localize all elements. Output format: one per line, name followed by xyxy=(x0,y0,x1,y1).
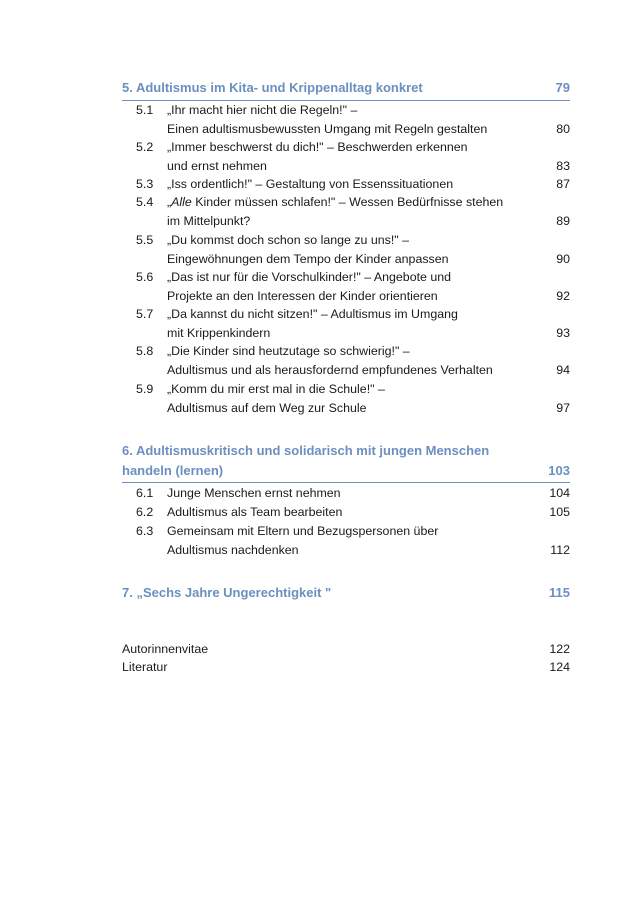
toc-entry-5-3[interactable] xyxy=(122,175,570,194)
section-number: 5.9 xyxy=(136,382,154,396)
section-number: 5.1 xyxy=(136,103,154,117)
section-page: 93 xyxy=(556,325,570,340)
section-title-line1: „Immer beschwerst du dich!" – Beschwerden erkennen xyxy=(167,140,468,154)
toc-entry-6-2[interactable] xyxy=(122,503,570,522)
section-page: 104 xyxy=(549,486,570,500)
section-page: 112 xyxy=(550,542,570,557)
section-page: 105 xyxy=(549,505,570,519)
section-title-line2: Projekte an den Interessen der Kinder orientieren xyxy=(167,288,438,303)
toc-entry-5-6[interactable] xyxy=(122,268,570,305)
section-title-line1: „Alle Kinder müssen schlafen!" – Wessen Bedürfnisse stehen xyxy=(167,195,504,209)
section-number: 6.1 xyxy=(136,486,154,500)
section-number: 6.2 xyxy=(136,505,154,519)
toc-entry-bibliography[interactable] xyxy=(122,658,570,676)
section-number: 5.7 xyxy=(136,307,154,321)
toc-entry-5-7[interactable] xyxy=(122,305,570,342)
section-page: 87 xyxy=(556,177,570,191)
section-title-line1: Junge Menschen ernst nehmen xyxy=(167,486,341,500)
entry-page: 124 xyxy=(549,660,570,674)
section-page: 92 xyxy=(556,288,570,303)
section-page: 97 xyxy=(556,400,570,415)
chapter-page: 103 xyxy=(548,463,570,478)
toc-entry-5-4[interactable] xyxy=(122,193,570,230)
toc-entry-5-8[interactable] xyxy=(122,342,570,379)
section-number: 5.6 xyxy=(136,270,154,284)
section-title-line1: Gemeinsam mit Eltern und Bezugspersonen über xyxy=(167,524,439,538)
section-number: 5.5 xyxy=(136,233,154,247)
section-number: 6.3 xyxy=(136,524,154,538)
section-number: 5.4 xyxy=(136,195,154,209)
toc-entry-5-1[interactable] xyxy=(122,101,570,138)
section-title-line2: Adultismus nachdenken xyxy=(167,542,299,557)
chapter-title: 7. „Sechs Jahre Ungerechtigkeit " xyxy=(122,585,332,600)
section-title-line2: Einen adultismusbewussten Umgang mit Regeln gestalten xyxy=(167,121,488,136)
chapter-title: 5. Adultismus im Kita- und Krippenalltag konkret xyxy=(122,80,423,95)
entry-label: Literatur xyxy=(122,660,168,674)
section-title-line1: „Ihr macht hier nicht die Regeln!" – xyxy=(167,103,358,117)
toc-entry-6-1[interactable] xyxy=(122,484,570,503)
section-title-line1: „Die Kinder sind heutzutage so schwierig!" – xyxy=(167,344,410,358)
chapter-page: 79 xyxy=(555,80,570,95)
section-number: 5.2 xyxy=(136,140,154,154)
chapter-title-line2: handeln (lernen) xyxy=(122,463,224,478)
section-title-line2: Eingewöhnungen dem Tempo der Kinder anpassen xyxy=(167,251,449,266)
chapter-5-heading[interactable] xyxy=(122,78,570,98)
section-title-line2: Adultismus auf dem Weg zur Schule xyxy=(167,400,367,415)
chapter-divider xyxy=(122,482,570,483)
toc-entry-5-2[interactable] xyxy=(122,138,570,175)
section-title-line1: „Das ist nur für die Vorschulkinder!" – Angebote und xyxy=(167,270,452,284)
section-title-line1: Adultismus als Team bearbeiten xyxy=(167,505,343,519)
section-title-line1: „Da kannst du nicht sitzen!" – Adultismus im Umgang xyxy=(167,307,458,321)
chapter-page: 115 xyxy=(549,585,570,600)
section-title-line2: im Mittelpunkt? xyxy=(167,213,251,228)
section-page: 80 xyxy=(556,121,570,136)
toc-entry-author-bios[interactable] xyxy=(122,640,570,658)
emphasis: Alle xyxy=(171,195,192,209)
section-page: 90 xyxy=(556,251,570,266)
section-title-line1: „Komm du mir erst mal in die Schule!" – xyxy=(167,382,385,396)
toc-entry-5-5[interactable] xyxy=(122,231,570,268)
section-page: 89 xyxy=(556,213,570,228)
section-page: 83 xyxy=(556,158,570,173)
chapter-6-heading[interactable] xyxy=(122,441,570,481)
chapter-title-line1: 6. Adultismuskritisch und solidarisch mit jungen Menschen xyxy=(122,443,490,458)
chapter-7-heading[interactable] xyxy=(122,583,570,603)
entry-label: Autorinnenvitae xyxy=(122,642,209,656)
toc-entry-5-9[interactable] xyxy=(122,380,570,417)
section-title-line1: „Du kommst doch schon so lange zu uns!" – xyxy=(167,233,410,247)
section-page: 94 xyxy=(556,362,570,377)
section-title-line2: Adultismus und als herausfordernd empfundenes Verhalten xyxy=(167,362,493,377)
section-title-line1: „Iss ordentlich!" – Gestaltung von Essenssituationen xyxy=(167,177,454,191)
toc-entry-6-3[interactable] xyxy=(122,522,570,559)
section-title-line2: mit Krippenkindern xyxy=(167,325,271,340)
section-title-line2: und ernst nehmen xyxy=(167,158,267,173)
entry-page: 122 xyxy=(549,642,570,656)
section-number: 5.3 xyxy=(136,177,154,191)
section-number: 5.8 xyxy=(136,344,154,358)
